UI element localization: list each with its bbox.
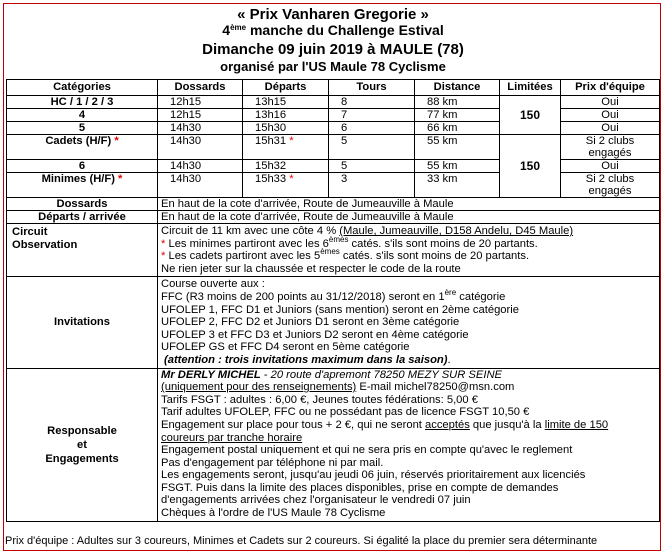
invitations-warning: (attention : trois invitations maximum dans la saison) bbox=[164, 353, 448, 366]
departs-label: Départs / arrivée bbox=[7, 211, 158, 224]
depart-cell: 13h16 bbox=[243, 109, 329, 122]
dossards-cell: 14h30 bbox=[158, 160, 243, 173]
prix-cell: Oui bbox=[561, 160, 660, 173]
table-row bbox=[7, 160, 660, 173]
category-cell: HC / 1 / 2 / 3 bbox=[7, 96, 158, 109]
col-header: Dossards bbox=[158, 80, 243, 96]
col-header: Tours bbox=[329, 80, 415, 96]
circuit-row bbox=[7, 224, 660, 277]
col-header: Catégories bbox=[7, 80, 158, 96]
invitations-details: Course ouverte aux : FFC (R3 moins de 200 points au 31/12/2018) seront en 1ère catégorie UFOLEP 1, FFC D1 et Juniors (sans mention) seront en 2ème catégorie UFOLEP 2, FFC D2 et Juniors D1 seront en 3ème catégorie UFOLEP 3 et FFC D3 et Juniors D2 seront en 4ème catégorie UFOLEP GS et FFC D4 seront en 5ème catégorie (attention : trois invitations maximum dans la saison). bbox=[158, 277, 660, 368]
tours-cell: 5 bbox=[329, 135, 415, 160]
manche-sup: ème bbox=[230, 23, 247, 32]
responsable-label: Responsable et Engagements bbox=[7, 368, 158, 521]
dossards-cell: 14h30 bbox=[158, 122, 243, 135]
distance-cell: 88 km bbox=[415, 96, 500, 109]
table-row bbox=[7, 173, 660, 198]
departs-info-row bbox=[7, 211, 660, 224]
col-header: Départs bbox=[243, 80, 329, 96]
team-prize-footnote: Prix d'équipe : Adultes sur 3 coureurs, Minimes et Cadets sur 2 coureurs. Si égalité la place du premier sera déterminante bbox=[5, 535, 598, 547]
responsable-row bbox=[7, 368, 660, 521]
dossards-location: En haut de la cote d'arrivée, Route de Jumeauville à Maule bbox=[158, 198, 660, 211]
distance-cell: 77 km bbox=[415, 109, 500, 122]
dossards-info-row bbox=[7, 198, 660, 211]
circuit-label: Circuit Observation bbox=[7, 224, 158, 277]
depart-cell: 15h30 bbox=[243, 122, 329, 135]
tours-cell: 6 bbox=[329, 122, 415, 135]
tours-cell: 5 bbox=[329, 160, 415, 173]
circuit-details: Circuit de 11 km avec une côte 4 % (Maule, Jumeauville, D158 Andelu, D45 Maule) * Les minimes partiront avec les 6èmes catés. s'ils sont moins de 20 partants. * Les cadets partiront avec les 5èmes catés. s'ils sont moins de 20 partants. Ne rien jeter sur la chaussée et respecter le code de la route bbox=[158, 224, 660, 277]
contact-email[interactable]: michel78250@msn.com bbox=[394, 381, 515, 394]
category-cell: 6 bbox=[7, 160, 158, 173]
tours-cell: 3 bbox=[329, 173, 415, 198]
prix-cell: Si 2 clubs engagés bbox=[561, 135, 660, 160]
responsable-details: Mr DERLY MICHEL - 20 route d'apremont 78250 MEZY SUR SEINE (uniquement pour des renseignements) E-mail michel78250@msn.com Tarifs FSGT : adultes : 6,00 €, Jeunes toutes fédérations: 5,00 € Tarif adultes UFOLEP, FFC ou ne possédant pas de licence FSGT 10,50 € Engagement sur place pour tous + 2 €, qui ne seront acceptés que jusqu'à la limite de 150 coureurs par tranche horaire Engagement postal uniquement et qui ne sera pris en compte qu'avec le reglement Pas d'engagement par téléphone ni par mail. Les engagements seront, jusqu'au jeudi 06 juin, réservés prioritairement aux licenciés FSGT. Puis dans la limite des places disponibles, prise en compte de demandes d'engagements arrivées chez l'organisateur le vendredi 07 juin Chèques à l'ordre de l'US Maule 78 Cyclisme bbox=[158, 368, 660, 521]
tours-cell: 8 bbox=[329, 96, 415, 109]
prix-cell: Oui bbox=[561, 109, 660, 122]
challenge-line bbox=[0, 22, 666, 38]
invitations-row bbox=[7, 277, 660, 368]
dossards-label: Dossards bbox=[7, 198, 158, 211]
depart-cell: 13h15 bbox=[243, 96, 329, 109]
dossards-cell: 12h15 bbox=[158, 109, 243, 122]
col-header: Limitées bbox=[500, 80, 561, 96]
prix-cell: Si 2 clubs engagés bbox=[561, 173, 660, 198]
depart-cell: 15h33 * bbox=[243, 173, 329, 198]
table-row bbox=[7, 109, 660, 122]
table-row bbox=[7, 122, 660, 135]
category-cell: 4 bbox=[7, 109, 158, 122]
table-row bbox=[7, 96, 660, 109]
category-cell: 5 bbox=[7, 122, 158, 135]
table-row bbox=[7, 135, 660, 160]
departs-location: En haut de la cote d'arrivée, Route de Jumeauville à Maule bbox=[158, 211, 660, 224]
col-header: Prix d'équipe bbox=[561, 80, 660, 96]
table-header-row bbox=[7, 80, 660, 96]
dossards-cell: 12h15 bbox=[158, 96, 243, 109]
race-table bbox=[6, 79, 660, 522]
invitations-label: Invitations bbox=[7, 277, 158, 368]
date-line: Dimanche 09 juin 2019 à MAULE (78) bbox=[202, 41, 464, 58]
category-cell: Minimes (H/F) * bbox=[7, 173, 158, 198]
depart-cell: 15h32 bbox=[243, 160, 329, 173]
circuit-route: (Maule, Jumeauville, D158 Andelu, D45 Maule) bbox=[339, 225, 574, 237]
distance-cell: 66 km bbox=[415, 122, 500, 135]
race-title: « Prix Vanharen Gregorie » bbox=[237, 6, 429, 23]
distance-cell: 55 km bbox=[415, 135, 500, 160]
organizer-line: organisé par l'US Maule 78 Cyclisme bbox=[220, 59, 446, 74]
distance-cell: 55 km bbox=[415, 160, 500, 173]
dossards-cell: 14h30 bbox=[158, 135, 243, 160]
tours-cell: 7 bbox=[329, 109, 415, 122]
col-header: Distance bbox=[415, 80, 500, 96]
limit-cell: 150 bbox=[500, 96, 561, 135]
prix-cell: Oui bbox=[561, 122, 660, 135]
distance-cell: 33 km bbox=[415, 173, 500, 198]
dossards-cell: 14h30 bbox=[158, 173, 243, 198]
category-cell: Cadets (H/F) * bbox=[7, 135, 158, 160]
contact-name: Mr DERLY MICHEL bbox=[161, 368, 261, 381]
prix-cell: Oui bbox=[561, 96, 660, 109]
limit-cell: 150 bbox=[500, 135, 561, 198]
manche-text: manche du Challenge Estival bbox=[246, 22, 444, 38]
depart-cell: 15h31 * bbox=[243, 135, 329, 160]
manche-number: 4 bbox=[222, 22, 231, 38]
